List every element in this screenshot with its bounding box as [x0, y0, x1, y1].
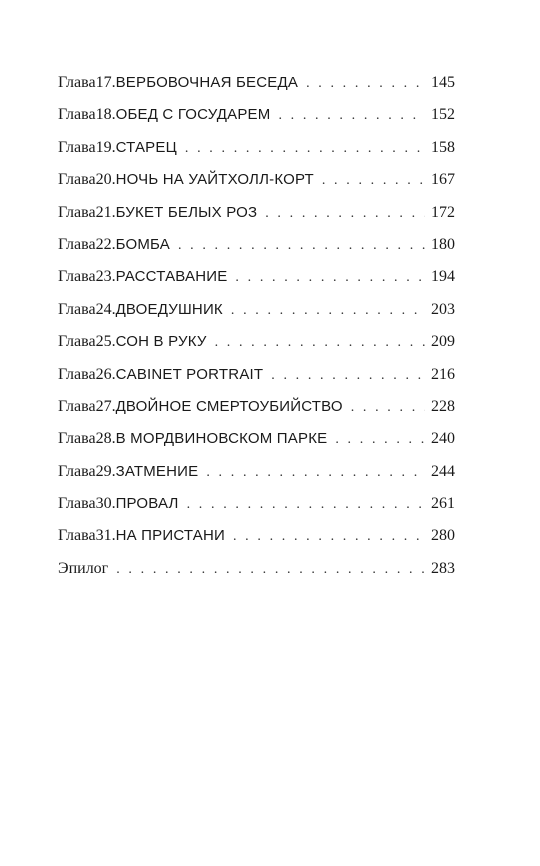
- page-number: 172: [431, 203, 455, 221]
- toc-entry-chapter-22: [58, 233, 455, 265]
- chapter-number: 27.: [95, 397, 116, 415]
- toc-entry-chapter-27: [58, 395, 455, 427]
- chapter-number: 17.: [95, 74, 116, 91]
- chapter-title: БУКЕТ БЕЛЫХ РОЗ: [115, 203, 258, 221]
- dot-leader: [116, 558, 425, 582]
- toc-entry-chapter-30: [58, 492, 455, 524]
- toc-entry-chapter-17: [58, 71, 455, 103]
- chapter-number: 23.: [95, 268, 116, 286]
- page-number: 228: [431, 397, 455, 415]
- chapter-number: 18.: [95, 106, 116, 124]
- toc-entry-chapter-24: [58, 298, 455, 330]
- epilogue-title: Эпилог: [58, 559, 109, 577]
- page-number: 203: [431, 300, 455, 318]
- page-number: 180: [431, 235, 455, 253]
- chapter-number: 29.: [95, 462, 116, 480]
- chapter-prefix: Глава: [58, 397, 96, 415]
- chapter-title: ДВОЙНОЕ СМЕРТОУБИЙСТВО: [115, 397, 343, 415]
- chapter-title: ВЕРБОВОЧНАЯ БЕСЕДА: [115, 74, 299, 91]
- toc-entry-chapter-26: [58, 363, 455, 395]
- dot-leader: [206, 461, 425, 485]
- chapter-title: ПРОВАЛ: [115, 495, 179, 513]
- toc-entry-chapter-21: [58, 201, 455, 233]
- chapter-title: НОЧЬ НА УАЙТХОЛЛ-КОРТ: [115, 171, 314, 189]
- page-number: 244: [431, 462, 455, 480]
- dot-leader: [178, 234, 425, 258]
- page-number: 167: [431, 171, 455, 189]
- toc-entry-chapter-31: [58, 524, 455, 556]
- chapter-title: CABINET PORTRAIT: [115, 365, 264, 383]
- chapter-title: РАССТАВАНИЕ: [115, 268, 228, 286]
- page-number: 158: [431, 138, 455, 156]
- chapter-number: 22.: [95, 235, 116, 253]
- dot-leader: [185, 137, 425, 161]
- page-number: 194: [431, 268, 455, 286]
- page-number: 283: [431, 559, 455, 577]
- table-of-contents: [58, 71, 455, 589]
- page-number: 145: [431, 74, 455, 91]
- chapter-prefix: Глава: [58, 235, 96, 253]
- chapter-prefix: Глава: [58, 430, 96, 448]
- page-number: 216: [431, 365, 455, 383]
- chapter-number: 19.: [95, 138, 116, 156]
- dot-leader: [231, 299, 425, 323]
- chapter-number: 26.: [95, 365, 116, 383]
- chapter-number: 21.: [95, 203, 116, 221]
- chapter-title: В МОРДВИНОВСКОМ ПАРКЕ: [115, 430, 328, 448]
- chapter-prefix: Глава: [58, 171, 96, 189]
- chapter-title: ДВОЕДУШНИК: [115, 300, 223, 318]
- chapter-prefix: Глава: [58, 268, 96, 286]
- toc-entry-chapter-19: [58, 136, 455, 168]
- chapter-title: БОМБА: [115, 235, 170, 253]
- dot-leader: [322, 169, 425, 193]
- toc-entry-epilogue: [58, 557, 455, 589]
- chapter-number: 24.: [95, 300, 116, 318]
- dot-leader: [235, 266, 425, 290]
- toc-entry-chapter-23: [58, 265, 455, 297]
- dot-leader: [187, 493, 425, 517]
- toc-entry-chapter-20: [58, 168, 455, 200]
- page-number: 209: [431, 333, 455, 351]
- toc-entry-chapter-28: [58, 427, 455, 459]
- dot-leader: [335, 428, 425, 452]
- toc-entry-chapter-29: [58, 460, 455, 492]
- chapter-prefix: Глава: [58, 74, 96, 91]
- chapter-title: ОБЕД С ГОСУДАРЕМ: [115, 106, 271, 124]
- dot-leader: [265, 202, 425, 226]
- page-number: 280: [431, 527, 455, 545]
- chapter-number: 28.: [95, 430, 116, 448]
- chapter-prefix: Глава: [58, 203, 96, 221]
- page-number: 261: [431, 495, 455, 513]
- chapter-prefix: Глава: [58, 365, 96, 383]
- chapter-title: ЗАТМЕНИЕ: [115, 462, 199, 480]
- page-number: 240: [431, 430, 455, 448]
- chapter-number: 25.: [95, 333, 116, 351]
- chapter-number: 30.: [95, 495, 116, 513]
- dot-leader: [233, 525, 425, 549]
- chapter-prefix: Глава: [58, 527, 96, 545]
- chapter-prefix: Глава: [58, 300, 96, 318]
- chapter-number: 20.: [95, 171, 116, 189]
- dot-leader: [271, 364, 425, 388]
- chapter-prefix: Глава: [58, 138, 96, 156]
- page-number: 152: [431, 106, 455, 124]
- chapter-title: СОН В РУКУ: [115, 333, 207, 351]
- dot-leader: [215, 331, 425, 355]
- chapter-title: НА ПРИСТАНИ: [115, 527, 225, 545]
- toc-entry-chapter-25: [58, 330, 455, 362]
- dot-leader: [278, 104, 425, 128]
- chapter-prefix: Глава: [58, 333, 96, 351]
- chapter-prefix: Глава: [58, 462, 96, 480]
- chapter-prefix: Глава: [58, 495, 96, 513]
- toc-entry-chapter-18: [58, 103, 455, 135]
- dot-leader: [351, 396, 425, 420]
- chapter-prefix: Глава: [58, 106, 96, 124]
- chapter-number: 31.: [95, 527, 116, 545]
- dot-leader: [306, 72, 425, 96]
- chapter-title: СТАРЕЦ: [115, 138, 177, 156]
